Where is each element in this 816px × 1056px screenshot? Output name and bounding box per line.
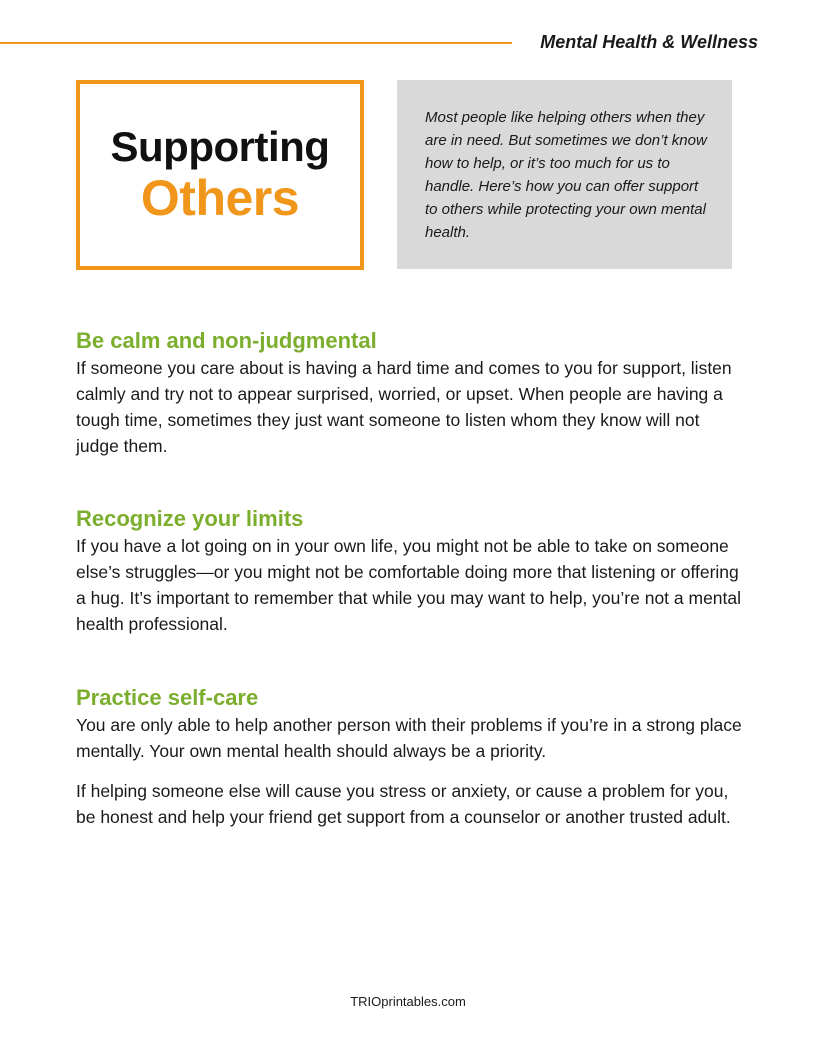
section-be-calm <box>76 327 746 459</box>
intro-box <box>397 80 732 269</box>
section-paragraph: If you have a lot going on in your own life, you might not be able to take on someone else’s struggles—or you might not be comfortable doing more that listening or offering a hug. It’s important to remember that while you may want to help, you’re not a mental health professional. <box>76 536 742 634</box>
title-box <box>76 80 364 270</box>
title-line-2: Others <box>140 170 300 226</box>
section-heading: Practice self-care <box>76 685 259 710</box>
header-label: Mental Health & Wellness <box>540 32 758 52</box>
footer-site-name: TRIOprintables.com <box>350 994 466 1009</box>
section-paragraph: You are only able to help another person with their problems if you’re in a strong place mentally. Your own mental health should always be a priority. <box>76 715 742 761</box>
section-heading: Be calm and non-judgmental <box>76 328 377 353</box>
intro-text: Most people like helping others when they are in need. But sometimes we don’t know how to help, or it’s too much for us to handle. Here’s how you can offer support to others while protecting your own mental health. <box>425 109 707 241</box>
section-self-care <box>76 684 746 830</box>
section-heading: Recognize your limits <box>76 506 304 531</box>
header-rule <box>0 42 512 44</box>
title-line-1: Supporting <box>110 123 330 170</box>
section-paragraph: If someone you care about is having a hard time and comes to you for support, listen calmly and try not to appear surprised, worried, or upset. When people are having a tough time, sometimes they just want someone to listen whom they know will not judge them. <box>76 358 732 456</box>
section-paragraph: If helping someone else will cause you stress or anxiety, or cause a problem for you, be honest and help your friend get support from a counselor or another trusted adult. <box>76 781 731 827</box>
section-recognize-limits <box>76 505 746 637</box>
